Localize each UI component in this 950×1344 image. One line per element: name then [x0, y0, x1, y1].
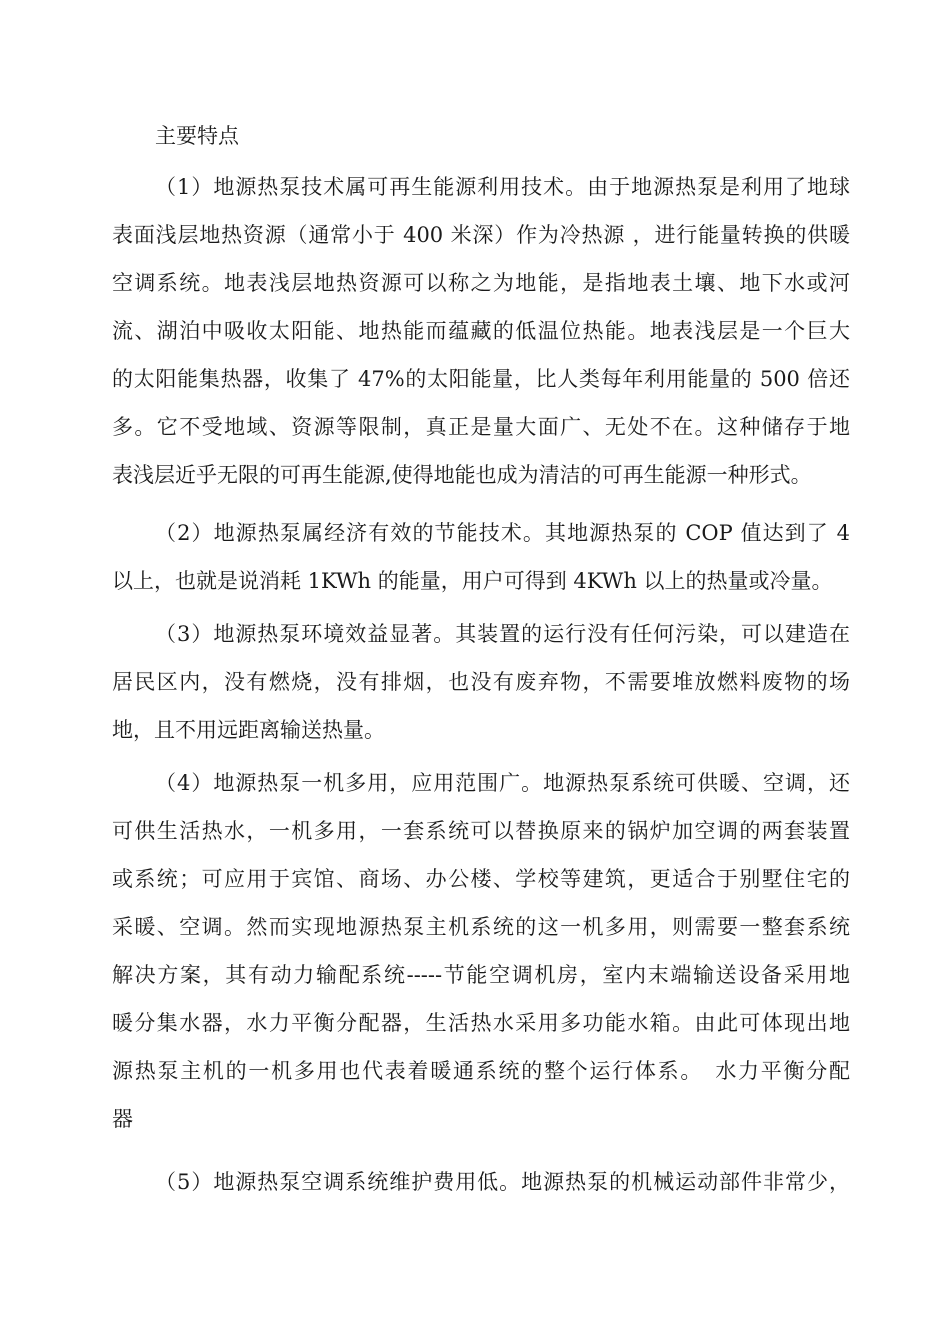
paragraph-4-line: （4）地源热泵一机多用，应用范围广。地源热泵系统可供暖、空调，还 [155, 771, 850, 795]
paragraph-1-line: 表面浅层地热资源（通常小于 400 米深）作为冷热源 ，进行能量转换的供暖 [112, 223, 850, 247]
paragraph-4-line: 解决方案，其有动力输配系统-----节能空调机房，室内末端输送设备采用地 [112, 963, 850, 987]
paragraph-3-line: 居民区内，没有燃烧，没有排烟，也没有废弃物，不需要堆放燃料废物的场 [112, 670, 850, 694]
paragraph-3-line: 地，且不用远距离输送热量。 [112, 718, 385, 742]
paragraph-1-line: （1）地源热泵技术属可再生能源利用技术。由于地源热泵是利用了地球 [155, 175, 850, 199]
paragraph-1-line: 表浅层近乎无限的可再生能源,使得地能也成为清洁的可再生能源一种形式。 [112, 463, 812, 487]
paragraph-4-line: 暖分集水器，水力平衡分配器，生活热水采用多功能水箱。由此可体现出地 [112, 1011, 850, 1035]
paragraph-4-line: 可供生活热水，一机多用，一套系统可以替换原来的锅炉加空调的两套装置 [112, 819, 850, 843]
paragraph-2-line: 以上，也就是说消耗 1KWh 的能量，用户可得到 4KWh 以上的热量或冷量。 [112, 569, 833, 593]
paragraph-4-line: 采暖、空调。然而实现地源热泵主机系统的这一机多用，则需要一整套系统 [112, 915, 850, 939]
paragraph-1-line: 多。它不受地域、资源等限制，真正是量大面广、无处不在。这种储存于地 [112, 415, 850, 439]
paragraph-4-line: 或系统；可应用于宾馆、商场、办公楼、学校等建筑，更适合于别墅住宅的 [112, 867, 850, 891]
paragraph-4-line: 器 [112, 1107, 133, 1131]
paragraph-5-line: （5）地源热泵空调系统维护费用低。地源热泵的机械运动部件非常少， [155, 1170, 850, 1194]
paragraph-4-line: 源热泵主机的一机多用也代表着暖通系统的整个运行体系。 水力平衡分配 [112, 1059, 850, 1083]
section-heading: 主要特点 [155, 124, 239, 148]
paragraph-1-line: 的太阳能集热器，收集了 47%的太阳能量，比人类每年利用能量的 500 倍还 [112, 367, 850, 391]
paragraph-1-line: 流、湖泊中吸收太阳能、地热能而蕴藏的低温位热能。地表浅层是一个巨大 [112, 319, 850, 343]
paragraph-3-line: （3）地源热泵环境效益显著。其装置的运行没有任何污染，可以建造在 [155, 622, 850, 646]
paragraph-1-line: 空调系统。地表浅层地热资源可以称之为地能，是指地表土壤、地下水或河 [112, 271, 850, 295]
paragraph-2-line: （2）地源热泵属经济有效的节能技术。其地源热泵的 COP 值达到了 4 [155, 521, 850, 545]
